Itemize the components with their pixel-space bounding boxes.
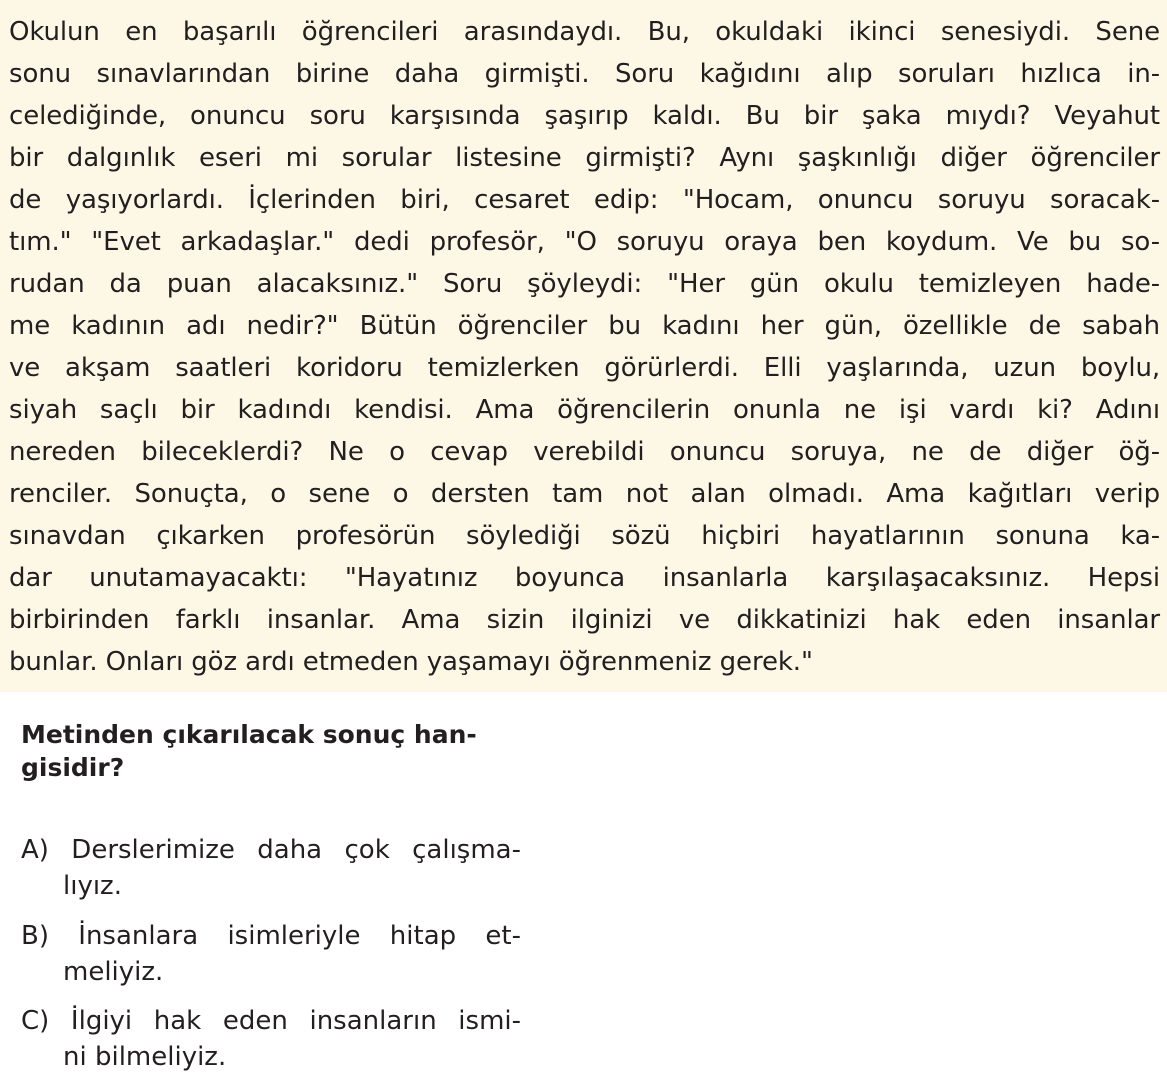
option-b-continuation: meliyiz.: [63, 957, 164, 987]
option-b[interactable]: [21, 918, 541, 990]
passage-line: celediğinde, onuncu soru karşısında şaşırıp kaldı. Bu bir şaka mıydı? Veyahut: [9, 101, 1160, 131]
passage-line: rudan da puan alacaksınız." Soru şöyleydi: "Her gün okulu temizleyen hade-: [9, 269, 1160, 299]
passage-line: me kadının adı nedir?" Bütün öğrenciler bu kadını her gün, özellikle de sabah: [9, 311, 1160, 341]
question-stem: [21, 718, 541, 784]
passage-line: Okulun en başarılı öğrencileri arasındaydı. Bu, okuldaki ikinci senesiydi. Sene: [9, 17, 1160, 47]
passage-line: sonu sınavlarından birine daha girmişti. Soru kağıdını alıp soruları hızlıca in-: [9, 59, 1160, 89]
option-b-label: B) İnsanlara isimleriyle hitap et-: [21, 921, 521, 951]
passage-line: sınavdan çıkarken profesörün söylediği sözü hiçbiri hayatlarının sonuna ka-: [9, 521, 1160, 551]
passage-line: tım." "Evet arkadaşlar." dedi profesör, "O soruyu oraya ben koydum. Ve bu so-: [9, 227, 1160, 257]
option-c-continuation: ni bilmeliyiz.: [63, 1042, 227, 1072]
passage-line: nereden bileceklerdi? Ne o cevap verebildi onuncu soruya, ne de diğer öğ-: [9, 437, 1160, 467]
passage-line: de yaşıyorlardı. İçlerinden biri, cesaret edip: "Hocam, onuncu soruyu soracak-: [9, 185, 1160, 215]
option-c[interactable]: [21, 1003, 541, 1075]
passage-line: ve akşam saatleri koridoru temizlerken görürlerdi. Elli yaşlarında, uzun boylu,: [9, 353, 1160, 383]
question-line: Metinden çıkarılacak sonuç han-: [21, 720, 477, 749]
option-a-label: A) Derslerimize daha çok çalışma-: [21, 835, 521, 865]
passage-line: birbirinden farklı insanlar. Ama sizin ilginizi ve dikkatinizi hak eden insanlar: [9, 605, 1160, 635]
passage-line: dar unutamayacaktı: "Hayatınız boyunca insanlarla karşılaşacaksınız. Hepsi: [9, 563, 1160, 593]
option-a[interactable]: [21, 832, 541, 904]
passage-line: renciler. Sonuçta, o sene o dersten tam not alan olmadı. Ama kağıtları verip: [9, 479, 1160, 509]
passage-line: bunlar. Onları göz ardı etmeden yaşamayı öğrenmeniz gerek.": [9, 647, 813, 677]
option-c-label: C) İlgiyi hak eden insanların ismi-: [21, 1006, 521, 1036]
passage-line: siyah saçlı bir kadındı kendisi. Ama öğrencilerin onunla ne işi vardı ki? Adını: [9, 395, 1160, 425]
passage-line: bir dalgınlık eseri mi sorular listesine girmişti? Aynı şaşkınlığı diğer öğrenciler: [9, 143, 1160, 173]
question-line: gisidir?: [21, 753, 125, 782]
option-a-continuation: lıyız.: [63, 871, 122, 901]
